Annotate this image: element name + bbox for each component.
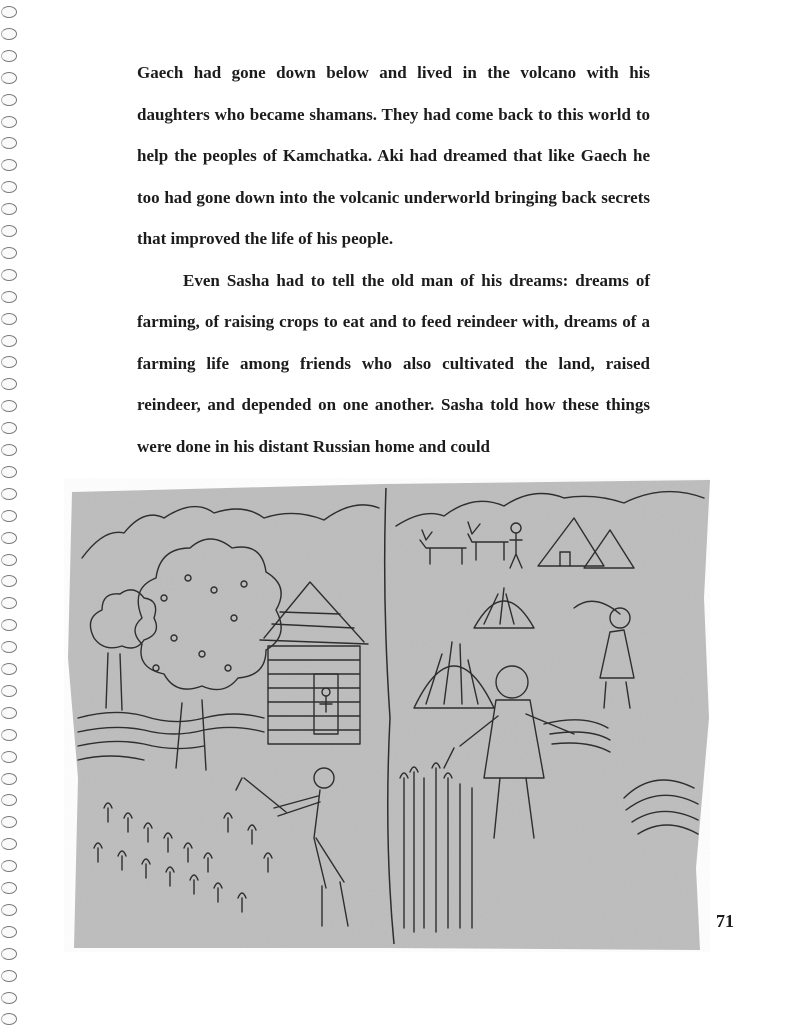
binding-ring — [1, 466, 17, 478]
binding-ring — [1, 597, 17, 609]
farming-illustration — [64, 478, 710, 952]
binding-ring — [1, 422, 17, 434]
binding-ring — [1, 794, 17, 806]
binding-ring — [1, 181, 17, 193]
binding-ring — [1, 291, 17, 303]
binding-ring — [1, 203, 17, 215]
binding-ring — [1, 707, 17, 719]
spiral-binding — [0, 0, 26, 1023]
binding-ring — [1, 510, 17, 522]
binding-ring — [1, 94, 17, 106]
binding-ring — [1, 247, 17, 259]
binding-ring — [1, 860, 17, 872]
binding-ring — [1, 970, 17, 982]
paragraph-2: Even Sasha had to tell the old man of his dreams: dreams of farming, of raising crops to eat and to feed reindeer with, dreams of a farming life among friends who also cultivated the land, raised reindeer, and depended on one another. Sasha told how these things were done in his distant Russian home and could — [137, 270, 650, 456]
binding-ring — [1, 773, 17, 785]
binding-ring — [1, 159, 17, 171]
binding-ring — [1, 532, 17, 544]
binding-ring — [1, 838, 17, 850]
binding-ring — [1, 400, 17, 412]
binding-ring — [1, 882, 17, 894]
text-block — [137, 52, 650, 467]
binding-ring — [1, 72, 17, 84]
page-number: 71 — [716, 911, 734, 931]
paragraph-1: Gaech had gone down below and lived in the volcano with his daughters who became shamans. They had come back to this world to help the peoples of Kamchatka. Aki had dreamed that like Gaech he too had gone down into the volcanic underworld bringing back secrets that improved the life of his people. — [137, 63, 650, 248]
binding-ring — [1, 948, 17, 960]
binding-ring — [1, 269, 17, 281]
binding-ring — [1, 685, 17, 697]
binding-ring — [1, 225, 17, 237]
binding-ring — [1, 619, 17, 631]
binding-ring — [1, 28, 17, 40]
binding-ring — [1, 575, 17, 587]
binding-ring — [1, 926, 17, 938]
binding-ring — [1, 729, 17, 741]
binding-ring — [1, 378, 17, 390]
binding-ring — [1, 50, 17, 62]
binding-ring — [1, 137, 17, 149]
binding-ring — [1, 313, 17, 325]
binding-ring — [1, 6, 17, 18]
binding-ring — [1, 641, 17, 653]
binding-ring — [1, 992, 17, 1004]
binding-ring — [1, 1013, 17, 1025]
binding-ring — [1, 554, 17, 566]
binding-ring — [1, 116, 17, 128]
binding-ring — [1, 816, 17, 828]
binding-ring — [1, 488, 17, 500]
binding-ring — [1, 335, 17, 347]
binding-ring — [1, 356, 17, 368]
binding-ring — [1, 904, 17, 916]
binding-ring — [1, 444, 17, 456]
binding-ring — [1, 663, 17, 675]
binding-ring — [1, 751, 17, 763]
